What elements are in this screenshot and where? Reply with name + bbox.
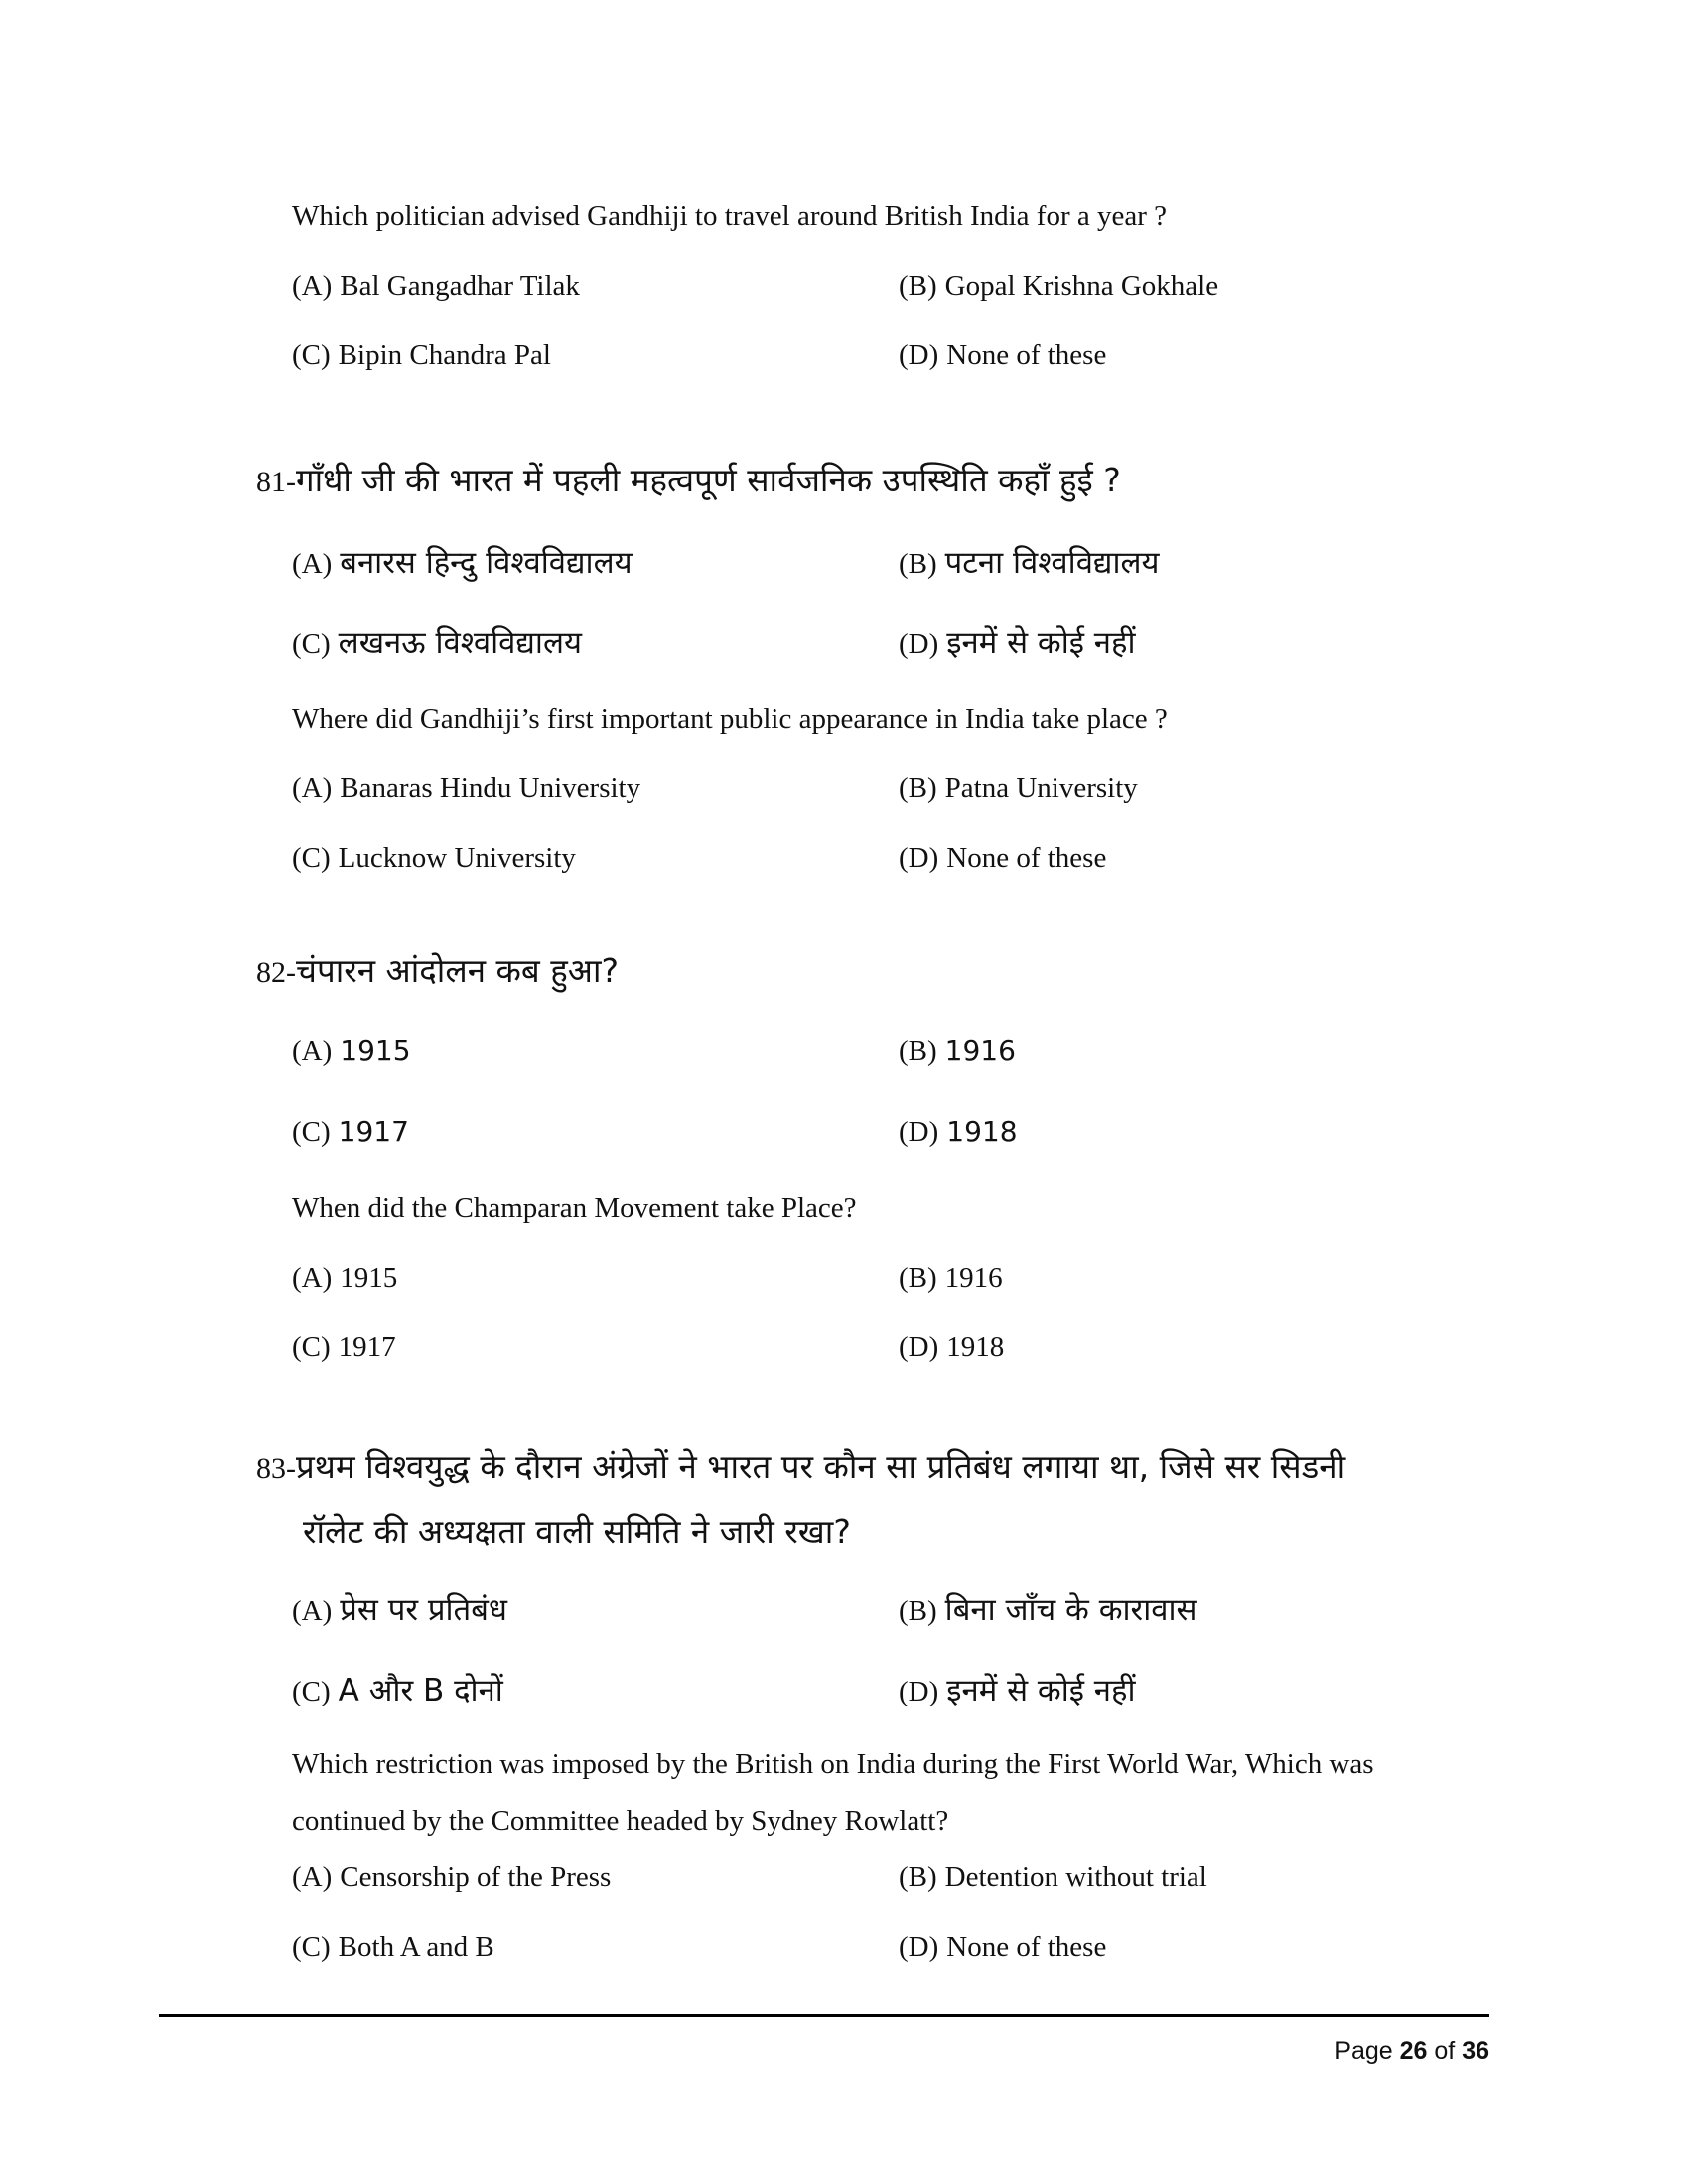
question-82-hi-text: चंपारन आंदोलन कब हुआ? [296, 951, 619, 990]
q83-en-option-c: (C) Both A and B [292, 1931, 494, 1963]
q81-hi-option-a: (A) बनारस हिन्दु विश्वविद्यालय [292, 545, 633, 581]
question-83-hi [256, 1443, 1345, 1488]
q82-hi-option-a: (A) 1915 [292, 1034, 411, 1067]
q82-en-option-d: (D) 1918 [899, 1331, 1005, 1363]
q83-hi-option-b: (B) बिना जाँच के कारावास [899, 1592, 1197, 1628]
q80-option-d: (D) None of these [899, 340, 1107, 371]
question-81-hi [256, 457, 1121, 501]
question-number: 82- [256, 956, 296, 989]
question-82-hi [256, 947, 619, 992]
q82-hi-option-d: (D) 1918 [899, 1115, 1018, 1148]
q83-hi-option-a: (A) प्रेस पर प्रतिबंध [292, 1592, 507, 1628]
question-80-en-text: Which politician advised Gandhiji to travel around British India for a year ? [292, 201, 1168, 232]
q81-en-option-a: (A) Banaras Hindu University [292, 772, 641, 804]
q82-hi-option-b: (B) 1916 [899, 1034, 1016, 1067]
q81-hi-option-d: (D) इनमें से कोई नहीं [899, 625, 1136, 661]
question-82-en-text: When did the Champaran Movement take Place? [292, 1192, 857, 1224]
q81-hi-option-c: (C) लखनऊ विश्वविद्यालय [292, 625, 582, 661]
q81-en-option-d: (D) None of these [899, 842, 1107, 874]
q81-en-option-c: (C) Lucknow University [292, 842, 576, 874]
question-83-hi-text-line2: रॉलेट की अध्यक्षता वाली समिति ने जारी रखा? [303, 1512, 851, 1551]
q80-option-a: (A) Bal Gangadhar Tilak [292, 270, 580, 302]
q82-en-option-c: (C) 1917 [292, 1331, 396, 1363]
q80-option-b: (B) Gopal Krishna Gokhale [899, 270, 1219, 302]
question-83-en-text-line1: Which restriction was imposed by the British on India during the First World War, Which was [292, 1748, 1374, 1780]
footer-divider [159, 2014, 1489, 2017]
q83-hi-option-d: (D) इनमें से कोई नहीं [899, 1673, 1136, 1708]
q82-en-option-b: (B) 1916 [899, 1262, 1003, 1294]
q83-hi-option-c: (C) A और B दोनों [292, 1673, 503, 1708]
q83-en-option-b: (B) Detention without trial [899, 1861, 1207, 1893]
question-83-en-text-line2: continued by the Committee headed by Sydney Rowlatt? [292, 1805, 949, 1837]
q81-hi-option-b: (B) पटना विश्वविद्यालय [899, 545, 1160, 581]
question-83-hi-text-line1: प्रथम विश्वयुद्ध के दौरान अंग्रेजों ने भारत पर कौन सा प्रतिबंध लगाया था, जिसे सर सिडनी [296, 1447, 1346, 1486]
q83-en-option-d: (D) None of these [899, 1931, 1107, 1963]
question-number: 81- [256, 466, 296, 498]
question-number: 83- [256, 1452, 296, 1485]
question-81-hi-text: गाँधी जी की भारत में पहली महत्वपूर्ण सार्वजनिक उपस्थिति कहाँ हुई ? [296, 461, 1121, 499]
question-81-en-text: Where did Gandhiji’s first important public appearance in India take place ? [292, 703, 1168, 735]
q82-hi-option-c: (C) 1917 [292, 1115, 409, 1148]
q83-en-option-a: (A) Censorship of the Press [292, 1861, 612, 1893]
q80-option-c: (C) Bipin Chandra Pal [292, 340, 551, 371]
q81-en-option-b: (B) Patna University [899, 772, 1138, 804]
q82-en-option-a: (A) 1915 [292, 1262, 398, 1294]
page-number: Page 26 of 36 [1335, 2037, 1489, 2065]
